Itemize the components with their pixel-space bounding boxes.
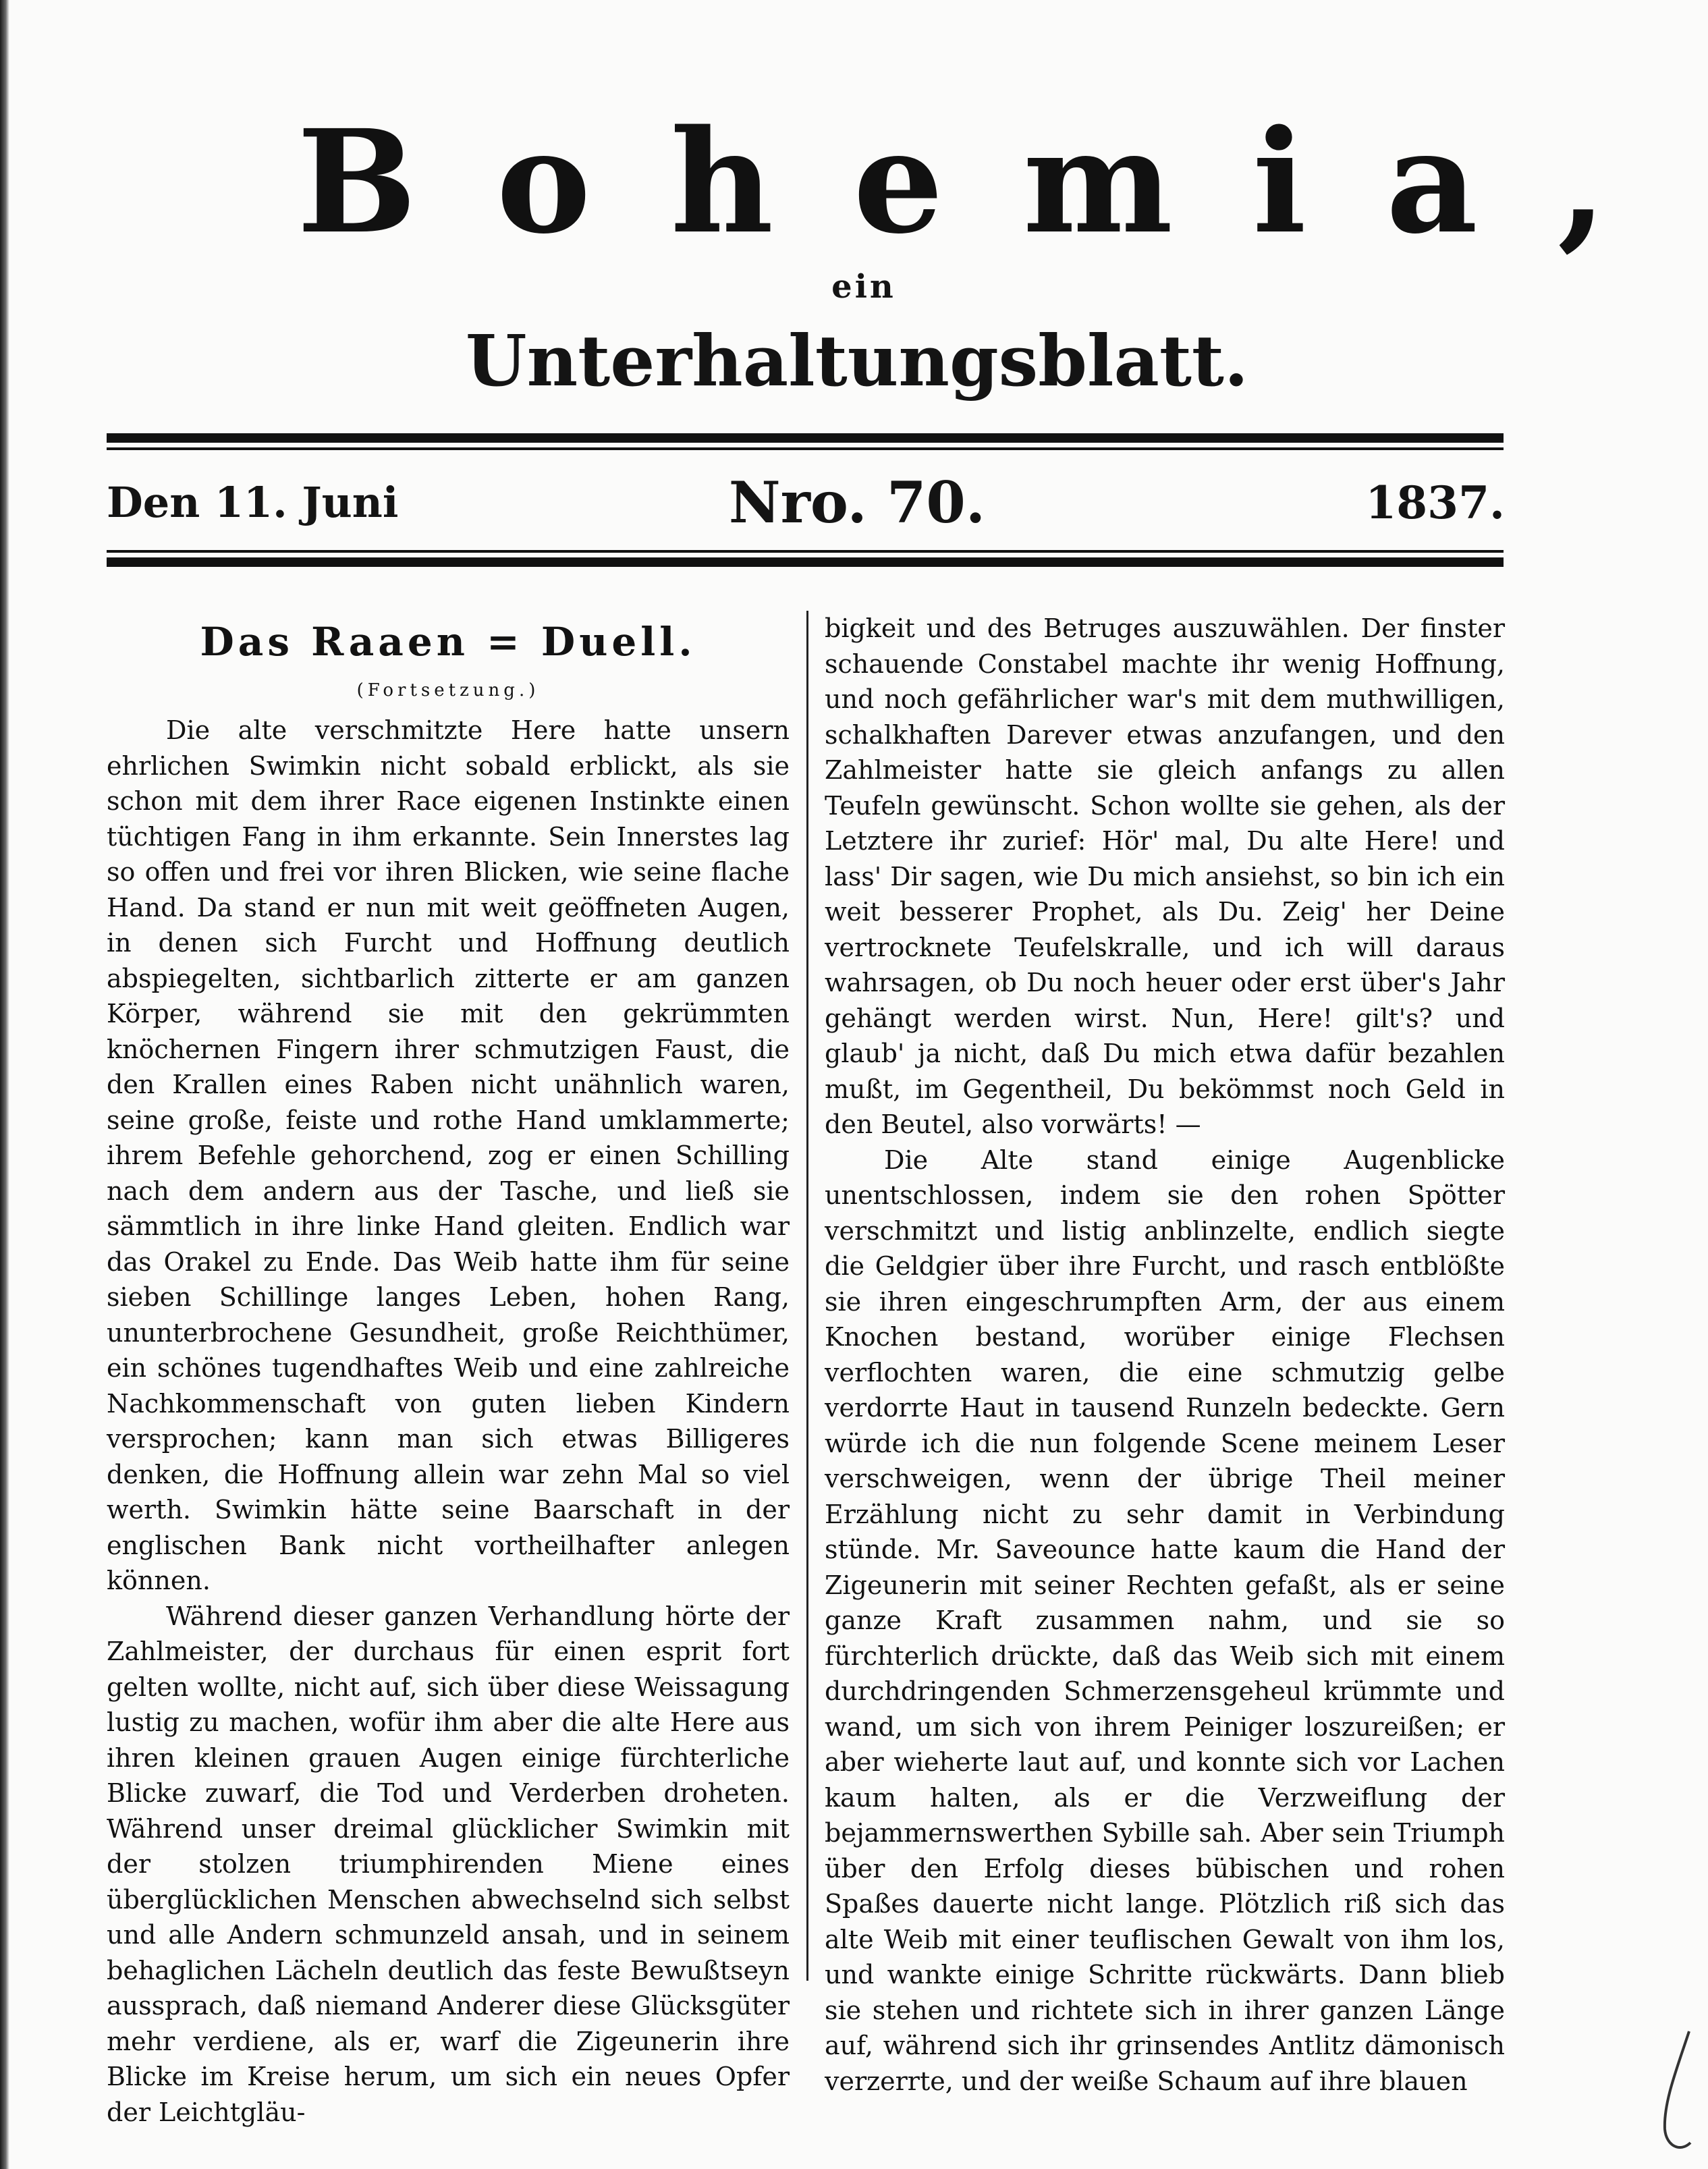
- article-title: Das Raaen = Duell.: [200, 619, 696, 665]
- masthead-title: Bohemia,: [297, 99, 1687, 265]
- right-paragraph: Die Alte stand einige Augenblicke unentschlossen, indem sie den rohen Spötter verschmitzt und listig anblinzelte, endlich siegte die Geldgier über ihre Furcht, und rasch entblößte sie ihren eingeschrumpften Arm, der aus einem Knochen bestand, worüber einige Flechsen verflochten waren, die eine schmutzig gelbe verdorrte Haut in tausend Runzeln bedeckte. Gern würde ich die nun folgende Scene meinem Leser verschweigen, wenn der übrige Theil meiner Erzählung nicht zu sehr damit in Verbindung stünde. Mr. Saveounce hatte kaum die Hand der Zigeunerin mit seiner Rechten gefaßt, als er seine ganze Kraft zusammen nahm, und sie so fürchterlich drückte, daß das Weib sich mit einem durchdringenden Schmerzensgeheul krümmte und wand, um sich von ihrem Peiniger loszureißen; er aber wieherte laut auf, und konnte sich vor Lachen kaum halten, als er die Verzweiflung der bejammernswerthen Sybille sah. Aber sein Triumph über den Erfolg dieses bübischen und rohen Spaßes dauerte nicht lange. Plötzlich riß sich das alte Weib mit einer teuflischen Gewalt von ihm los, und wankte einige Schritte rückwärts. Dann blieb sie stehen und richtete sich in ihrer ganzen Länge auf, während sich ihr grinsendes Antlitz dämonisch verzerrte, und der weiße Schaum auf ihre blauen: [825, 1145, 1505, 2096]
- left-paragraph: Die alte verschmitzte Here hatte unsern ehrlichen Swimkin nicht sobald erblickt, als sie schon mit dem ihrer Race eigenen Instinkte einen tüchtigen Fang in ihm erkannte. Sein Innerstes lag so offen und frei vor ihren Blicken, wie seine flache Hand. Da stand er nun mit weit geöffneten Augen, in denen sich Furcht und Hoffnung deutlich abspiegelten, sichtbarlich zitterte er am ganzen Körper, während sie mit den gekrümmten knöchernen Fingern ihrer schmutzigen Faust, die den Krallen eines Raben nicht unähnlich waren, seine große, feiste und rothe Hand umklammerte; ihrem Befehle gehorchend, zog er einen Schilling nach dem andern aus der Tasche, und ließ sie sämmtlich in ihre linke Hand gleiten. Endlich war das Orakel zu Ende. Das Weib hatte ihm für seine sieben Schillinge langes Leben, hohen Rang, ununterbrochene Gesundheit, große Reichthümer, ein schönes tugendhaftes Weib und eine zahlreiche Nachkommenschaft von guten lieben Kindern versprochen; kann man sich etwas Billigeres denken, die Hoffnung allein war zehn Mal so viel werth. Swimkin hätte seine Baarschaft in der englischen Bank nicht vortheilhafter anlegen können.: [107, 715, 790, 1595]
- bottom-rule-thick: [107, 557, 1504, 567]
- right-column: [825, 611, 1505, 2099]
- left-column: [107, 607, 790, 2130]
- scan-edge-shadow: [0, 0, 9, 2169]
- issue-year: 1837.: [1365, 476, 1505, 529]
- right-paragraph: bigkeit und des Betruges auszuwählen. Der finster schauende Constabel machte ihr wenig Hoffnung, und noch gefährlicher war's mit dem muthwilligen, schalkhaften Darever etwas anzufangen, und den Zahlmeister hatte sie gleich anfangs zu allen Teufeln gewünscht. Schon wollte sie gehen, als der Letztere ihr zurief: Hör' mal, Du alte Here! und lass' Dir sagen, wie Du mich ansiehst, so bin ich ein weit besserer Prophet, als Du. Zeig' her Deine vertrocknete Teufelskralle, und ich will daraus wahrsagen, ob Du noch heuer oder erst über's Jahr gehängt werden wirst. Nun, Here! gilt's? und glaub' ja nicht, daß Du mich etwa dafür bezahlen mußt, im Gegentheil, Du bekömmst noch Geld in den Beutel, also vorwärts! —: [825, 613, 1505, 1139]
- column-divider: [806, 611, 808, 1981]
- masthead-subtitle: Unterhaltungsblatt.: [465, 319, 1249, 402]
- issue-date: Den 11. Juni: [107, 478, 399, 527]
- article-subtitle: (Fortsetzung.): [356, 680, 540, 701]
- left-paragraph: Während dieser ganzen Verhandlung hörte der Zahlmeister, der durchaus für einen esprit fort gelten wollte, nicht auf, sich über diese Weissagung lustig zu machen, wofür ihm aber die alte Here aus ihren kleinen grauen Augen einige fürchterliche Blicke zuwarf, die Tod und Verderben droheten. Während unser dreimal glücklicher Swimkin mit der stolzen triumphirenden Miene eines überglücklichen Menschen abwechselnd sich selbst und alle Andern schmunzeld ansah, und in seinem behaglichen Lächeln deutlich das feste Bewußtseyn aussprach, daß niemand Anderer diese Glücksgüter mehr verdiene, als er, warf die Zigeunerin ihre Blicke im Kreise herum, um sich ein neues Opfer der Leichtgläu-: [107, 1601, 790, 2127]
- issue-number: Nro. 70.: [728, 469, 986, 536]
- top-rule-thin: [107, 447, 1504, 450]
- page-curl-mark: [1657, 2028, 1697, 2156]
- bottom-rule-thin: [107, 550, 1504, 553]
- top-rule-thick: [107, 433, 1504, 443]
- masthead-ein: ein: [831, 268, 896, 306]
